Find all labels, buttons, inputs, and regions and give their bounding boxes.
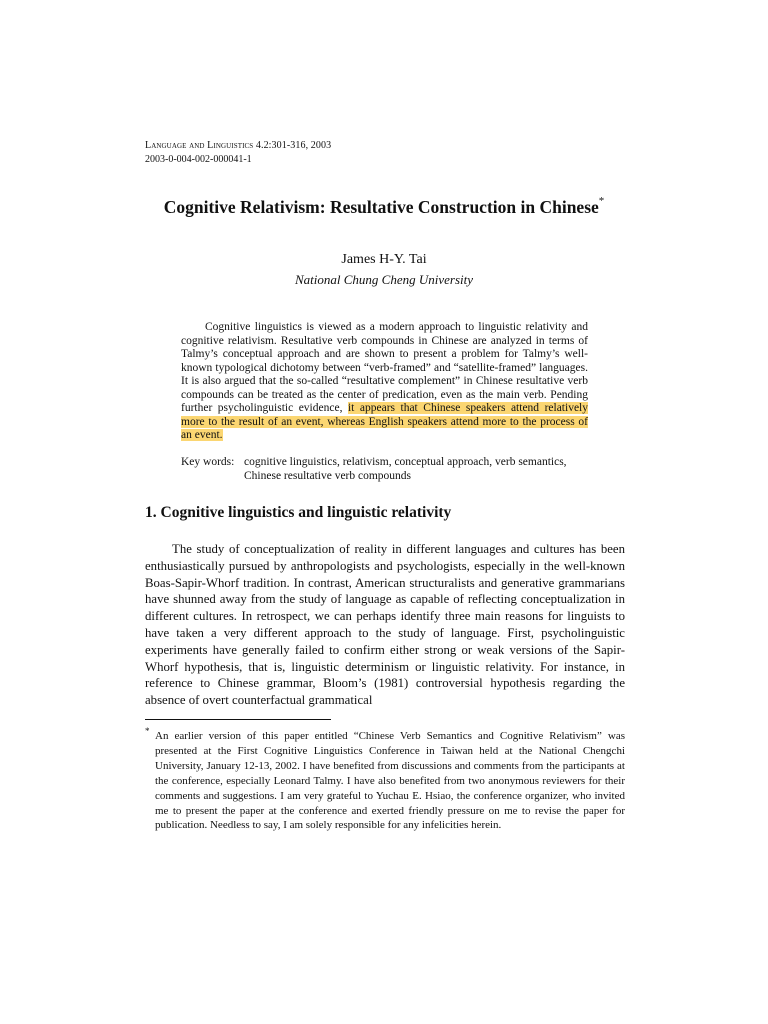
paper-title xyxy=(100,192,668,218)
footnote-marker: * xyxy=(145,726,150,736)
footnote-divider xyxy=(145,719,331,720)
keywords-list-1: cognitive linguistics, relativism, conceptual approach, verb semantics, xyxy=(244,456,567,468)
abstract-text: Cognitive linguistics is viewed as a modern approach to linguistic relativity and cognitive relativism. Resultative verb compounds in Chinese are analyzed in terms of Talmy’s conceptual approach and are shown to present a problem for Talmy’s well-known typological dichotomy between “verb-framed” and “satellite-framed” languages. It is also argued that the so-called “resultative complement” in Chinese resultative verb compounds can be treated as the center of predication, even as the main verb. Pending further psycholinguistic evidence, xyxy=(181,321,588,414)
body-paragraph: The study of conceptualization of reality in different languages and cultures has been enthusiastically pursued by anthropologists and psychologists, especially in the well-known Boas-Sapir-Whorf tradition. In contrast, American structuralists and generative grammarians have shunned away from the study of language as capable of reflecting conceptualization in different cultures. In retrospect, we can perhaps identify three main reasons for linguists to have taken a very different approach to the study of language. First, psycholinguistic experiments have generally failed to confirm either strong or weak versions of the Sapir-Whorf hypothesis, that is, linguistic determinism or linguistic relativity. For instance, in reference to Chinese grammar, Bloom’s (1981) controversial hypothesis regarding the absence of overt counterfactual grammatical xyxy=(145,542,625,708)
journal-volume-pages: 4.2:301-316, 2003 xyxy=(253,140,332,151)
keywords-label: Key words: xyxy=(181,456,235,468)
journal-citation xyxy=(145,139,331,152)
author-affiliation: National Chung Cheng University xyxy=(294,272,474,287)
footnote-text: An earlier version of this paper entitled “Chinese Verb Semantics and Cognitive Relativism” was presented at the First Cognitive Linguistics Conference in Taiwan held at the National Chengchi University, January 12-13, 2002. I have benefited from discussions and comments from the participants at the conference, especially Leonard Talmy. I have also benefited from two anonymous reviewers for their comments and suggestions. I am very grateful to Yuchau E. Hsiao, the conference organizer, who invited me to present the paper at the conference and exerted friendly pressure on me to revise the paper for publication. Needless to say, I am solely responsible for any infelicities herein. xyxy=(155,730,625,832)
document-id: 2003-0-004-002-000041-1 xyxy=(145,154,252,165)
abstract-highlighted-text[interactable]: it appears that Chinese speakers attend relatively more to the result of an event, whereas English speakers attend more to the process of an event. xyxy=(181,402,588,441)
keywords-line-1 xyxy=(181,456,601,470)
abstract xyxy=(181,321,588,443)
author-name: James H-Y. Tai xyxy=(341,252,427,267)
keywords-line-2: Chinese resultative verb compounds xyxy=(244,469,412,482)
paper-title-text: Cognitive Relativism: Resultative Construction in Chinese xyxy=(163,196,599,217)
title-footnote-marker[interactable]: * xyxy=(598,195,605,207)
keywords xyxy=(181,456,601,483)
journal-name: Language and Linguistics xyxy=(145,140,254,151)
section-heading: 1. Cognitive linguistics and linguistic relativity xyxy=(145,504,452,521)
